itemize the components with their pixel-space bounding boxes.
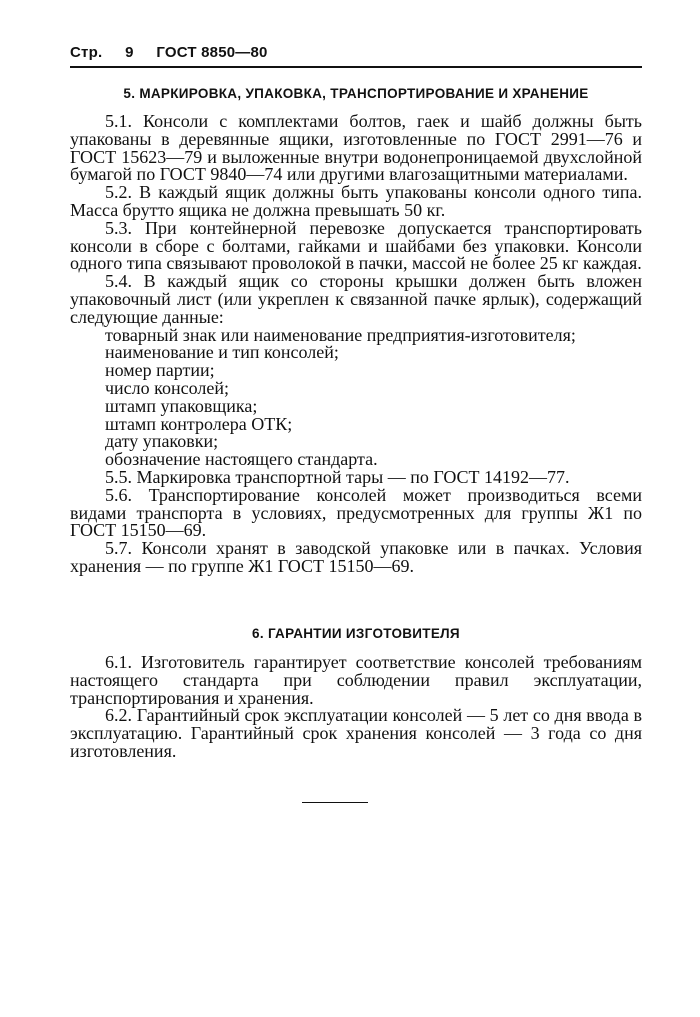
- section-5-title: 5. МАРКИРОВКА, УПАКОВКА, ТРАНСПОРТИРОВАНИЕ И ХРАНЕНИЕ: [123, 86, 589, 101]
- list-item: номер партии;: [105, 360, 215, 381]
- page-header: [70, 44, 268, 61]
- paragraph-5-6: 5.6. Транспортирование консолей может производиться всеми видами транспорта в условиях, предусмотренных для группы Ж1 по ГОСТ 15150—69.: [70, 484, 642, 541]
- page-number: 9: [125, 44, 134, 61]
- header-rule: [70, 66, 642, 68]
- paragraph-6-1: 6.1. Изготовитель гарантирует соответствие консолей требованиям настоящего стандарта при соблюдении правил эксплуатации, транспортирования и хранения.: [70, 652, 642, 708]
- list-item: число консолей;: [105, 377, 229, 398]
- list-item: штамп упаковщика;: [105, 395, 258, 416]
- paragraph-5-3: 5.3. При контейнерной перевозке допускается транспортировать консоли в сборе с болтами, гайками и шайбами без упаковки. Консоли одного типа связывают проволокой в пачки, массой не более 25 кг каждая.: [70, 217, 642, 274]
- page-label: Стр.: [70, 44, 103, 61]
- list-item: товарный знак или наименование предприятия-изготовителя;: [105, 324, 576, 345]
- standard-code: ГОСТ 8850—80: [156, 44, 268, 61]
- list-item: дату упаковки;: [105, 431, 219, 452]
- list-item: обозначение настоящего стандарта.: [105, 449, 378, 470]
- paragraph-5-1: 5.1. Консоли с комплектами болтов, гаек и шайб должны быть упакованы в деревянные ящики, изготовленные по ГОСТ 2991—76 и ГОСТ 15623—79 и выложенные внутри водонепроницаемой двухслойной бумагой по ГОСТ 9840—74 или другими влагозащитными материалами.: [70, 111, 642, 185]
- end-rule: [302, 802, 368, 803]
- section-6-title: 6. ГАРАНТИИ ИЗГОТОВИТЕЛЯ: [252, 626, 460, 641]
- section-5-body: [70, 113, 642, 576]
- list-item: наименование и тип консолей;: [105, 342, 339, 363]
- paragraph-5-5: 5.5. Маркировка транспортной тары — по ГОСТ 14192—77.: [105, 466, 570, 487]
- paragraph-5-4: 5.4. В каждый ящик со стороны крышки должен быть вложен упаковочный лист (или укреплен к связанной пачке ярлык), содержащий следующие данные:: [70, 271, 642, 327]
- paragraph-6-2: 6.2. Гарантийный срок эксплуатации консолей — 5 лет со дня ввода в эксплуатацию. Гарантийный срок хранения консолей — 3 года со дня изготовления.: [70, 705, 642, 761]
- list-item: штамп контролера ОТК;: [105, 413, 293, 434]
- paragraph-5-7: 5.7. Консоли хранят в заводской упаковке или в пачках. Условия хранения — по группе Ж1 ГОСТ 15150—69.: [70, 538, 642, 576]
- section-6-body: [70, 654, 642, 761]
- paragraph-5-2: 5.2. В каждый ящик должны быть упакованы консоли одного типа. Масса брутто ящика не должна превышать 50 кг.: [70, 182, 642, 220]
